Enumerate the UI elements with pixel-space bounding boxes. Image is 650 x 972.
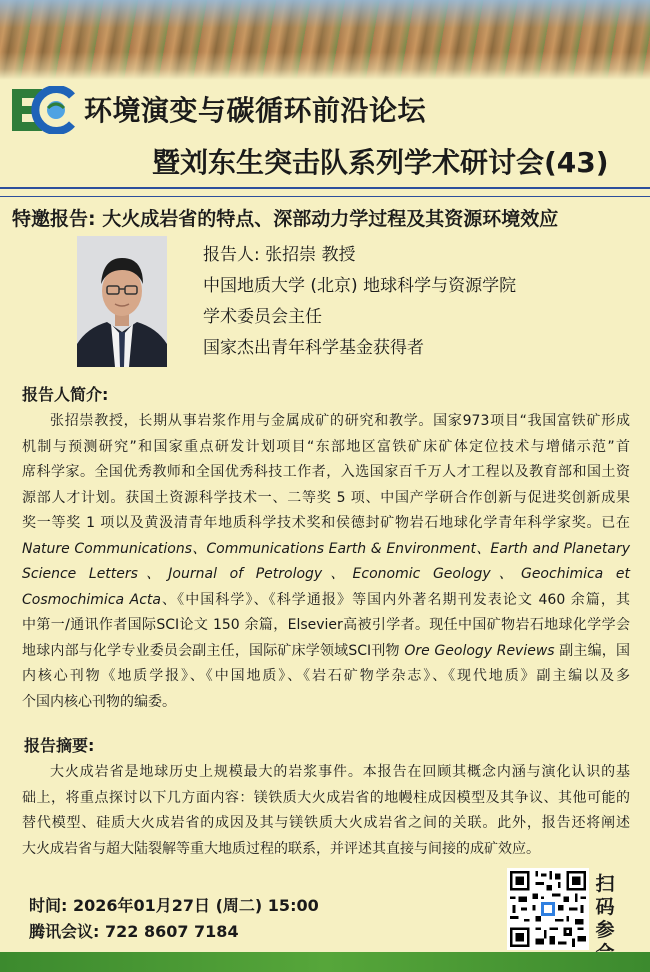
- qr-code-icon[interactable]: [507, 868, 589, 950]
- abstract-paragraph: [22, 760, 630, 862]
- speaker-info: [203, 240, 516, 364]
- abstract-line: 大火成岩省是地球历史上规模最大的岩浆事件。本报告在回顾其概念内涵与演化认识的基: [50, 764, 630, 780]
- ec-logo-icon: [10, 86, 76, 134]
- speaker-position: 学术委员会主任: [203, 307, 322, 327]
- abstract-heading: 报告摘要:: [24, 736, 95, 755]
- footer-bar: [0, 952, 650, 972]
- speaker-honor: 国家杰出青年科学基金获得者: [203, 338, 424, 358]
- scan-to-join-label: 扫 码 参: [595, 873, 615, 941]
- bio-line: Cosmochimica Acta、《中国科学》、《科学通报》等国内外著名期刊发表论文 460 余篇，其: [22, 591, 630, 608]
- meeting-time: 时间: 2026年01月27日 (周二) 15:00: [29, 896, 319, 915]
- abstract-line: 替代模型、硅质大火成岩省的成因及其与镁铁质大火成岩省之间的关联。此外，报告还将阐述: [22, 815, 630, 831]
- bio-line: 源部人才计划。获国土资源科学技术一、二等奖 5 项、中国产学研合作创新与促进奖创新成果: [22, 489, 630, 506]
- bio-line-journals: Nature Communications、Communications Earth & Environment、Earth and Planetary: [22, 540, 630, 557]
- divider-line: [0, 187, 650, 189]
- meeting-id[interactable]: 腾讯会议: 722 8607 7184: [29, 922, 239, 941]
- landscape-banner: [0, 0, 650, 80]
- abstract-line: 大火成岩省与超大陆裂解等重大地质过程的联系，并评述其直接与间接的成矿效应。: [22, 840, 540, 857]
- bio-line: 地球内部与化学专业委员会副主任，国际矿床学领域SCI刊物 Ore Geology Reviews 副主编，国: [22, 642, 630, 659]
- bio-line: 中第一/通讯作者国际SCI论文 150 余篇，Elsevier高被引学者。现任中国矿物岩石地球化学学会: [22, 617, 630, 633]
- bio-line: 机制与预测研究”和国家重点研发计划项目“东部地区富铁矿床矿体定位技术与增储示范”首: [22, 438, 630, 455]
- bio-line: 席科学家。全国优秀教师和全国优秀科技工作者，入选国家百千万人才工程以及教育部和国土资: [22, 464, 630, 480]
- abstract-line: 础上，将重点探讨以下几方面内容：镁铁质大火成岩省的地幔柱成因模型及其争议、其他可能的: [22, 789, 630, 806]
- bio-line-journals: Science Letters、Journal of Petrology、Economic Geology、Geochimica et: [22, 566, 630, 582]
- forum-title: 环境演变与碳循环前沿论坛: [84, 94, 427, 127]
- speaker-affiliation: 中国地质大学 (北京) 地球科学与资源学院: [203, 276, 517, 296]
- talk-title: 特邀报告: 大火成岩省的特点、深部动力学过程及其资源环境效应: [12, 208, 559, 230]
- bio-line: 个国内核心刊物的编委。: [22, 693, 176, 710]
- speaker-name: 报告人: 张招崇 教授: [203, 245, 356, 265]
- bio-heading: 报告人简介:: [22, 385, 109, 404]
- bio-line: 奖一等奖 1 项以及黄汲清青年地质科学技术奖和侯德封矿物岩石地球化学青年科学家奖。已在: [22, 515, 630, 531]
- bio-paragraph: [22, 409, 630, 715]
- bio-line: 张招崇教授，长期从事岩浆作用与金属成矿的研究和教学。国家973项目“我国富铁矿形成: [50, 413, 630, 429]
- speaker-photo: [77, 236, 167, 367]
- seminar-subtitle: 暨刘东生突击队系列学术研讨会(43): [152, 146, 609, 179]
- bio-line: 内核心刊物《地质学报》、《中国地质》、《岩石矿物学杂志》、《现代地质》副主编以及多: [22, 668, 630, 684]
- divider-line-thin: [0, 196, 650, 197]
